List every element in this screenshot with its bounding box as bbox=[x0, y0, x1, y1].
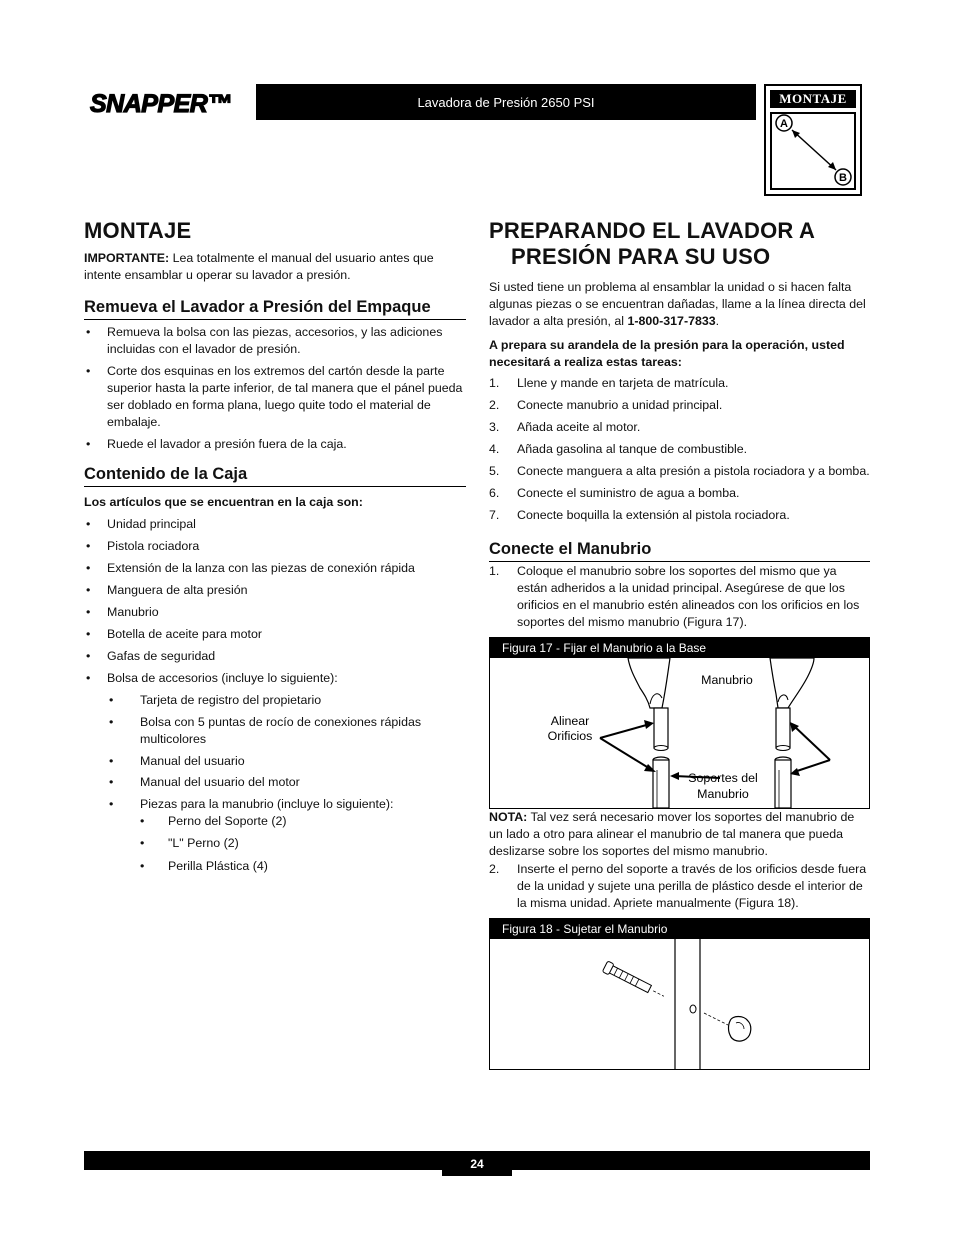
list-item: • Tarjeta de registro del propietario bbox=[107, 692, 466, 709]
list-item bbox=[489, 375, 870, 392]
list-item bbox=[489, 397, 870, 414]
page-number: 24 bbox=[442, 1151, 512, 1176]
step-text: Coloque el manubrio sobre los soportes del mismo que ya están adheridos a la unidad principal. Asegúrese de que los orificios en el manubrio estén alineados con los orificios en los soportes del mismo manubrio (Figura 17). bbox=[517, 564, 860, 629]
step-text: Conecte boquilla la extensión al pistola rociadora. bbox=[517, 508, 790, 522]
step-text: Llene y mande en tarjeta de matrícula. bbox=[517, 376, 729, 390]
step-text: Añada gasolina al tanque de combustible. bbox=[517, 442, 748, 456]
step-number: 2. bbox=[489, 862, 500, 876]
list-item: • Bolsa de accesorios (incluye lo siguiente): bbox=[84, 670, 466, 687]
step-number: 7. bbox=[489, 508, 500, 522]
piezas-sublist bbox=[84, 813, 466, 875]
remueva-list bbox=[84, 324, 466, 453]
list-item: • Manual del usuario del motor bbox=[107, 774, 466, 791]
note-paragraph bbox=[489, 809, 870, 860]
intro-text: Si usted tiene un problema al ensamblar la unidad o si hacen falta algunas piezas o se encuentran dañadas, llame a la línea directa del lavador a alta presión, al bbox=[489, 280, 866, 328]
list-item: • Manubrio bbox=[84, 604, 466, 621]
step-number: 1. bbox=[489, 376, 500, 390]
badge-diagram bbox=[770, 112, 856, 190]
list-item: • Pistola rociadora bbox=[84, 538, 466, 555]
montaje-badge bbox=[764, 84, 862, 196]
figure-18-illustration bbox=[490, 939, 869, 1069]
figure-18 bbox=[489, 918, 870, 1070]
snapper-logo bbox=[88, 86, 248, 120]
list-item: • Gafas de seguridad bbox=[84, 648, 466, 665]
heading-contenido: Contenido de la Caja bbox=[84, 464, 466, 487]
step-number: 3. bbox=[489, 420, 500, 434]
step-text: Conecte manubrio a unidad principal. bbox=[517, 398, 723, 412]
left-column bbox=[84, 218, 466, 875]
list-item bbox=[489, 463, 870, 480]
label-orificios: Orificios bbox=[547, 729, 593, 743]
list-item: • "L" Perno (2) bbox=[140, 835, 466, 852]
step-text: Inserte el perno del soporte a través de los orificios desde fuera de la unidad y sujete una perilla de plástico desde el interior de la misma unidad. Apriete manualmente (Figura 18). bbox=[517, 862, 867, 910]
accesorios-sublist bbox=[84, 692, 466, 813]
manubrio-step-2 bbox=[489, 861, 870, 912]
step-number: 5. bbox=[489, 464, 500, 478]
heading-conecte-manubrio: Conecte el Manubrio bbox=[489, 539, 870, 562]
intro-paragraph bbox=[489, 279, 870, 330]
badge-point-b: B bbox=[839, 172, 847, 184]
header-title: Lavadora de Presión 2650 PSI bbox=[417, 94, 595, 110]
hotline-phone: 1-800-317-7833 bbox=[627, 314, 716, 328]
list-item bbox=[489, 441, 870, 458]
figure-17-illustration bbox=[490, 658, 869, 808]
step-number: 2. bbox=[489, 398, 500, 412]
step-number: 1. bbox=[489, 564, 500, 578]
badge-label: MONTAJE bbox=[770, 90, 856, 108]
figure-17-title: Figura 17 - Fijar el Manubrio a la Base bbox=[490, 638, 869, 658]
list-item: • Remueva la bolsa con las piezas, accesorios, y las adiciones incluidas con el lavador de presión. bbox=[84, 324, 466, 358]
prep-steps bbox=[489, 375, 870, 524]
step-text: Conecte manguera a alta presión a pistola rociadora y a bomba. bbox=[517, 464, 870, 478]
list-item bbox=[489, 507, 870, 524]
step-number: 6. bbox=[489, 486, 500, 500]
list-item bbox=[489, 419, 870, 436]
list-item: • Unidad principal bbox=[84, 516, 466, 533]
label-manubrio: Manubrio bbox=[701, 673, 753, 687]
figure-18-title: Figura 18 - Sujetar el Manubrio bbox=[490, 919, 869, 939]
list-item: • Ruede el lavador a presión fuera de la caja. bbox=[84, 436, 466, 453]
intro-end: . bbox=[715, 314, 720, 328]
list-item bbox=[489, 563, 870, 631]
label-soportes: Soportes del bbox=[688, 771, 758, 785]
list-item bbox=[489, 485, 870, 502]
list-item: • Piezas para la manubrio (incluye lo siguiente): bbox=[107, 796, 466, 813]
label-soportes-manubrio: Manubrio bbox=[697, 787, 749, 801]
list-item: • Perno del Soporte (2) bbox=[140, 813, 466, 830]
note-label: NOTA: bbox=[489, 810, 528, 824]
step-number: 4. bbox=[489, 442, 500, 456]
list-item: • Corte dos esquinas en los extremos del cartón desde la parte superior hasta la parte inferior, de tal manera que el pánel pueda ser doblado en forma plana, luego quite todo el material de embalaje. bbox=[84, 363, 466, 431]
note-text: Tal vez será necesario mover los soportes del manubrio de un lado a otro para alinear el manubrio de tal manera que pueda deslizarse sobre los soportes del mismo manubrio. bbox=[489, 810, 855, 858]
label-alinear: Alinear bbox=[550, 714, 590, 728]
list-item: • Extensión de la lanza con las piezas de conexión rápida bbox=[84, 560, 466, 577]
list-item: • Bolsa con 5 puntas de rocío de conexiones rápidas multicolores bbox=[107, 714, 466, 748]
list-item bbox=[489, 861, 870, 912]
section-title-montaje: MONTAJE bbox=[84, 218, 192, 243]
list-item: • Manual del usuario bbox=[107, 753, 466, 770]
contenido-list bbox=[84, 516, 466, 687]
logo-text: SNAPPER™ bbox=[90, 90, 232, 118]
figure-17 bbox=[489, 637, 870, 809]
list-item: • Botella de aceite para motor bbox=[84, 626, 466, 643]
important-text: Lea totalmente el manual del usuario antes que intente ensamblar u operar su lavador a presión. bbox=[84, 251, 434, 282]
prep-heading: A prepara su arandela de la presión para la operación, usted necesitará a realiza estas tareas: bbox=[489, 338, 845, 369]
section-title-preparando: PREPARANDO EL LAVADOR A PRESIÓN PARA SU USO bbox=[489, 218, 815, 269]
important-label: IMPORTANTE: bbox=[84, 251, 170, 265]
list-item: • Manguera de alta presión bbox=[84, 582, 466, 599]
header-title-bar bbox=[256, 84, 756, 120]
right-column bbox=[489, 218, 870, 1070]
step-text: Añada aceite al motor. bbox=[517, 420, 641, 434]
list-item: • Perilla Plástica (4) bbox=[140, 858, 466, 875]
step-text: Conecte el suministro de agua a bomba. bbox=[517, 486, 740, 500]
badge-point-a: A bbox=[780, 118, 788, 130]
contenido-intro: Los artículos que se encuentran en la caja son: bbox=[84, 495, 363, 509]
manubrio-step-1 bbox=[489, 563, 870, 631]
important-paragraph bbox=[84, 250, 466, 284]
heading-remueva: Remueva el Lavador a Presión del Empaque bbox=[84, 297, 466, 320]
